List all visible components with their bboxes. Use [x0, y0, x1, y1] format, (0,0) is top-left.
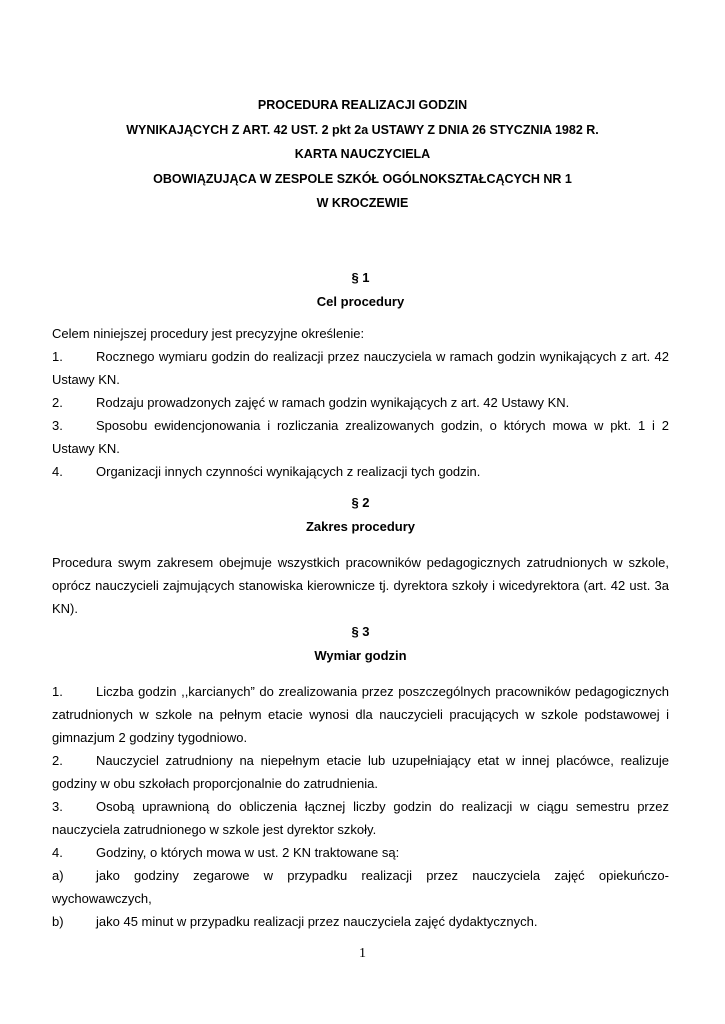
page-number: 1	[359, 946, 366, 961]
item-number: 4.	[52, 845, 63, 860]
item-text: jako 45 minut w przypadku realizacji przez nauczyciela zajęć dydaktycznych.	[96, 914, 538, 929]
item-text: jako godziny zegarowe w przypadku realizacji przez nauczyciela zajęć opiekuńczo-wychowawczych,	[52, 868, 669, 906]
section-3-item-a	[52, 864, 669, 910]
item-number: 2.	[52, 395, 63, 410]
document-header	[0, 93, 725, 216]
section-3-item-2	[52, 749, 669, 795]
item-text: Godziny, o których mowa w ust. 2 KN traktowane są:	[96, 845, 400, 860]
item-text: Osobą uprawnioną do obliczenia łącznej liczby godzin do realizacji w ciągu semestru przez nauczyciela zatrudnionego w szkole jest dyrektor szkoły.	[52, 799, 669, 837]
section-3-symbol: § 3	[351, 624, 370, 639]
section-2-text: Procedura swym zakresem obejmuje wszystkich pracowników pedagogicznych zatrudnionych w szkole, oprócz nauczycieli zajmujących stanowiska kierownicze tj. dyrektora szkoły i wicedyrektora (art. 42 ust. 3a KN).	[52, 555, 669, 616]
section-1-intro: Celem niniejszej procedury jest precyzyjne określenie:	[52, 326, 365, 341]
header-line-3: KARTA NAUCZYCIELA	[294, 147, 431, 161]
section-1-item-1	[52, 345, 669, 391]
section-1-symbol: § 1	[351, 270, 370, 285]
header-line-4: OBOWIĄZUJĄCA W ZESPOLE SZKÓŁ OGÓLNOKSZTAŁCĄCYCH NR 1	[153, 171, 572, 186]
section-3-item-4	[52, 841, 669, 864]
section-3-title: Wymiar godzin	[314, 648, 407, 663]
item-text: Liczba godzin ,,karcianych” do zrealizowania przez poszczególnych pracowników pedagogicznych zatrudnionych w szkole na pełnym etacie wynosi dla nauczycieli pracujących w szkole podstawowej i gimnazjum 2 godziny tygodniowo.	[52, 684, 669, 745]
section-1-item-2	[52, 391, 669, 414]
item-number: b)	[52, 914, 64, 929]
section-1-item-3	[52, 414, 669, 460]
item-number: 2.	[52, 753, 63, 768]
item-text: Rocznego wymiaru godzin do realizacji przez nauczyciela w ramach godzin wynikających z art. 42 Ustawy KN.	[52, 349, 669, 387]
item-text: Nauczyciel zatrudniony na niepełnym etacie lub uzupełniający etat w innej placówce, realizuje godziny w obu szkołach proporcjonalnie do zatrudnienia.	[52, 753, 669, 791]
item-text: Organizacji innych czynności wynikających z realizacji tych godzin.	[96, 464, 481, 479]
item-number: 3.	[52, 418, 63, 433]
section-2-title: Zakres procedury	[305, 519, 416, 534]
section-3-item-1	[52, 680, 669, 749]
item-text: Rodzaju prowadzonych zajęć w ramach godzin wynikających z art. 42 Ustawy KN.	[96, 395, 570, 410]
section-3-item-b	[52, 910, 669, 933]
section-1-title: Cel procedury	[316, 294, 405, 309]
item-number: 1.	[52, 349, 63, 364]
header-line-5: W KROCZEWIE	[316, 196, 409, 210]
document-body	[52, 266, 669, 933]
item-number: 4.	[52, 464, 63, 479]
item-number: a)	[52, 868, 64, 883]
item-text: Sposobu ewidencjonowania i rozliczania zrealizowanych godzin, o których mowa w pkt. 1 i 2 Ustawy KN.	[52, 418, 669, 456]
header-line-1: PROCEDURA REALIZACJI GODZIN	[257, 98, 468, 112]
section-2-symbol: § 2	[351, 495, 370, 510]
item-number: 3.	[52, 799, 63, 814]
item-number: 1.	[52, 684, 63, 699]
section-3-item-3	[52, 795, 669, 841]
section-1-item-4	[52, 460, 669, 483]
header-line-2: WYNIKAJĄCYCH Z ART. 42 UST. 2 pkt 2a USTAWY Z DNIA 26 STYCZNIA 1982 R.	[126, 122, 599, 137]
